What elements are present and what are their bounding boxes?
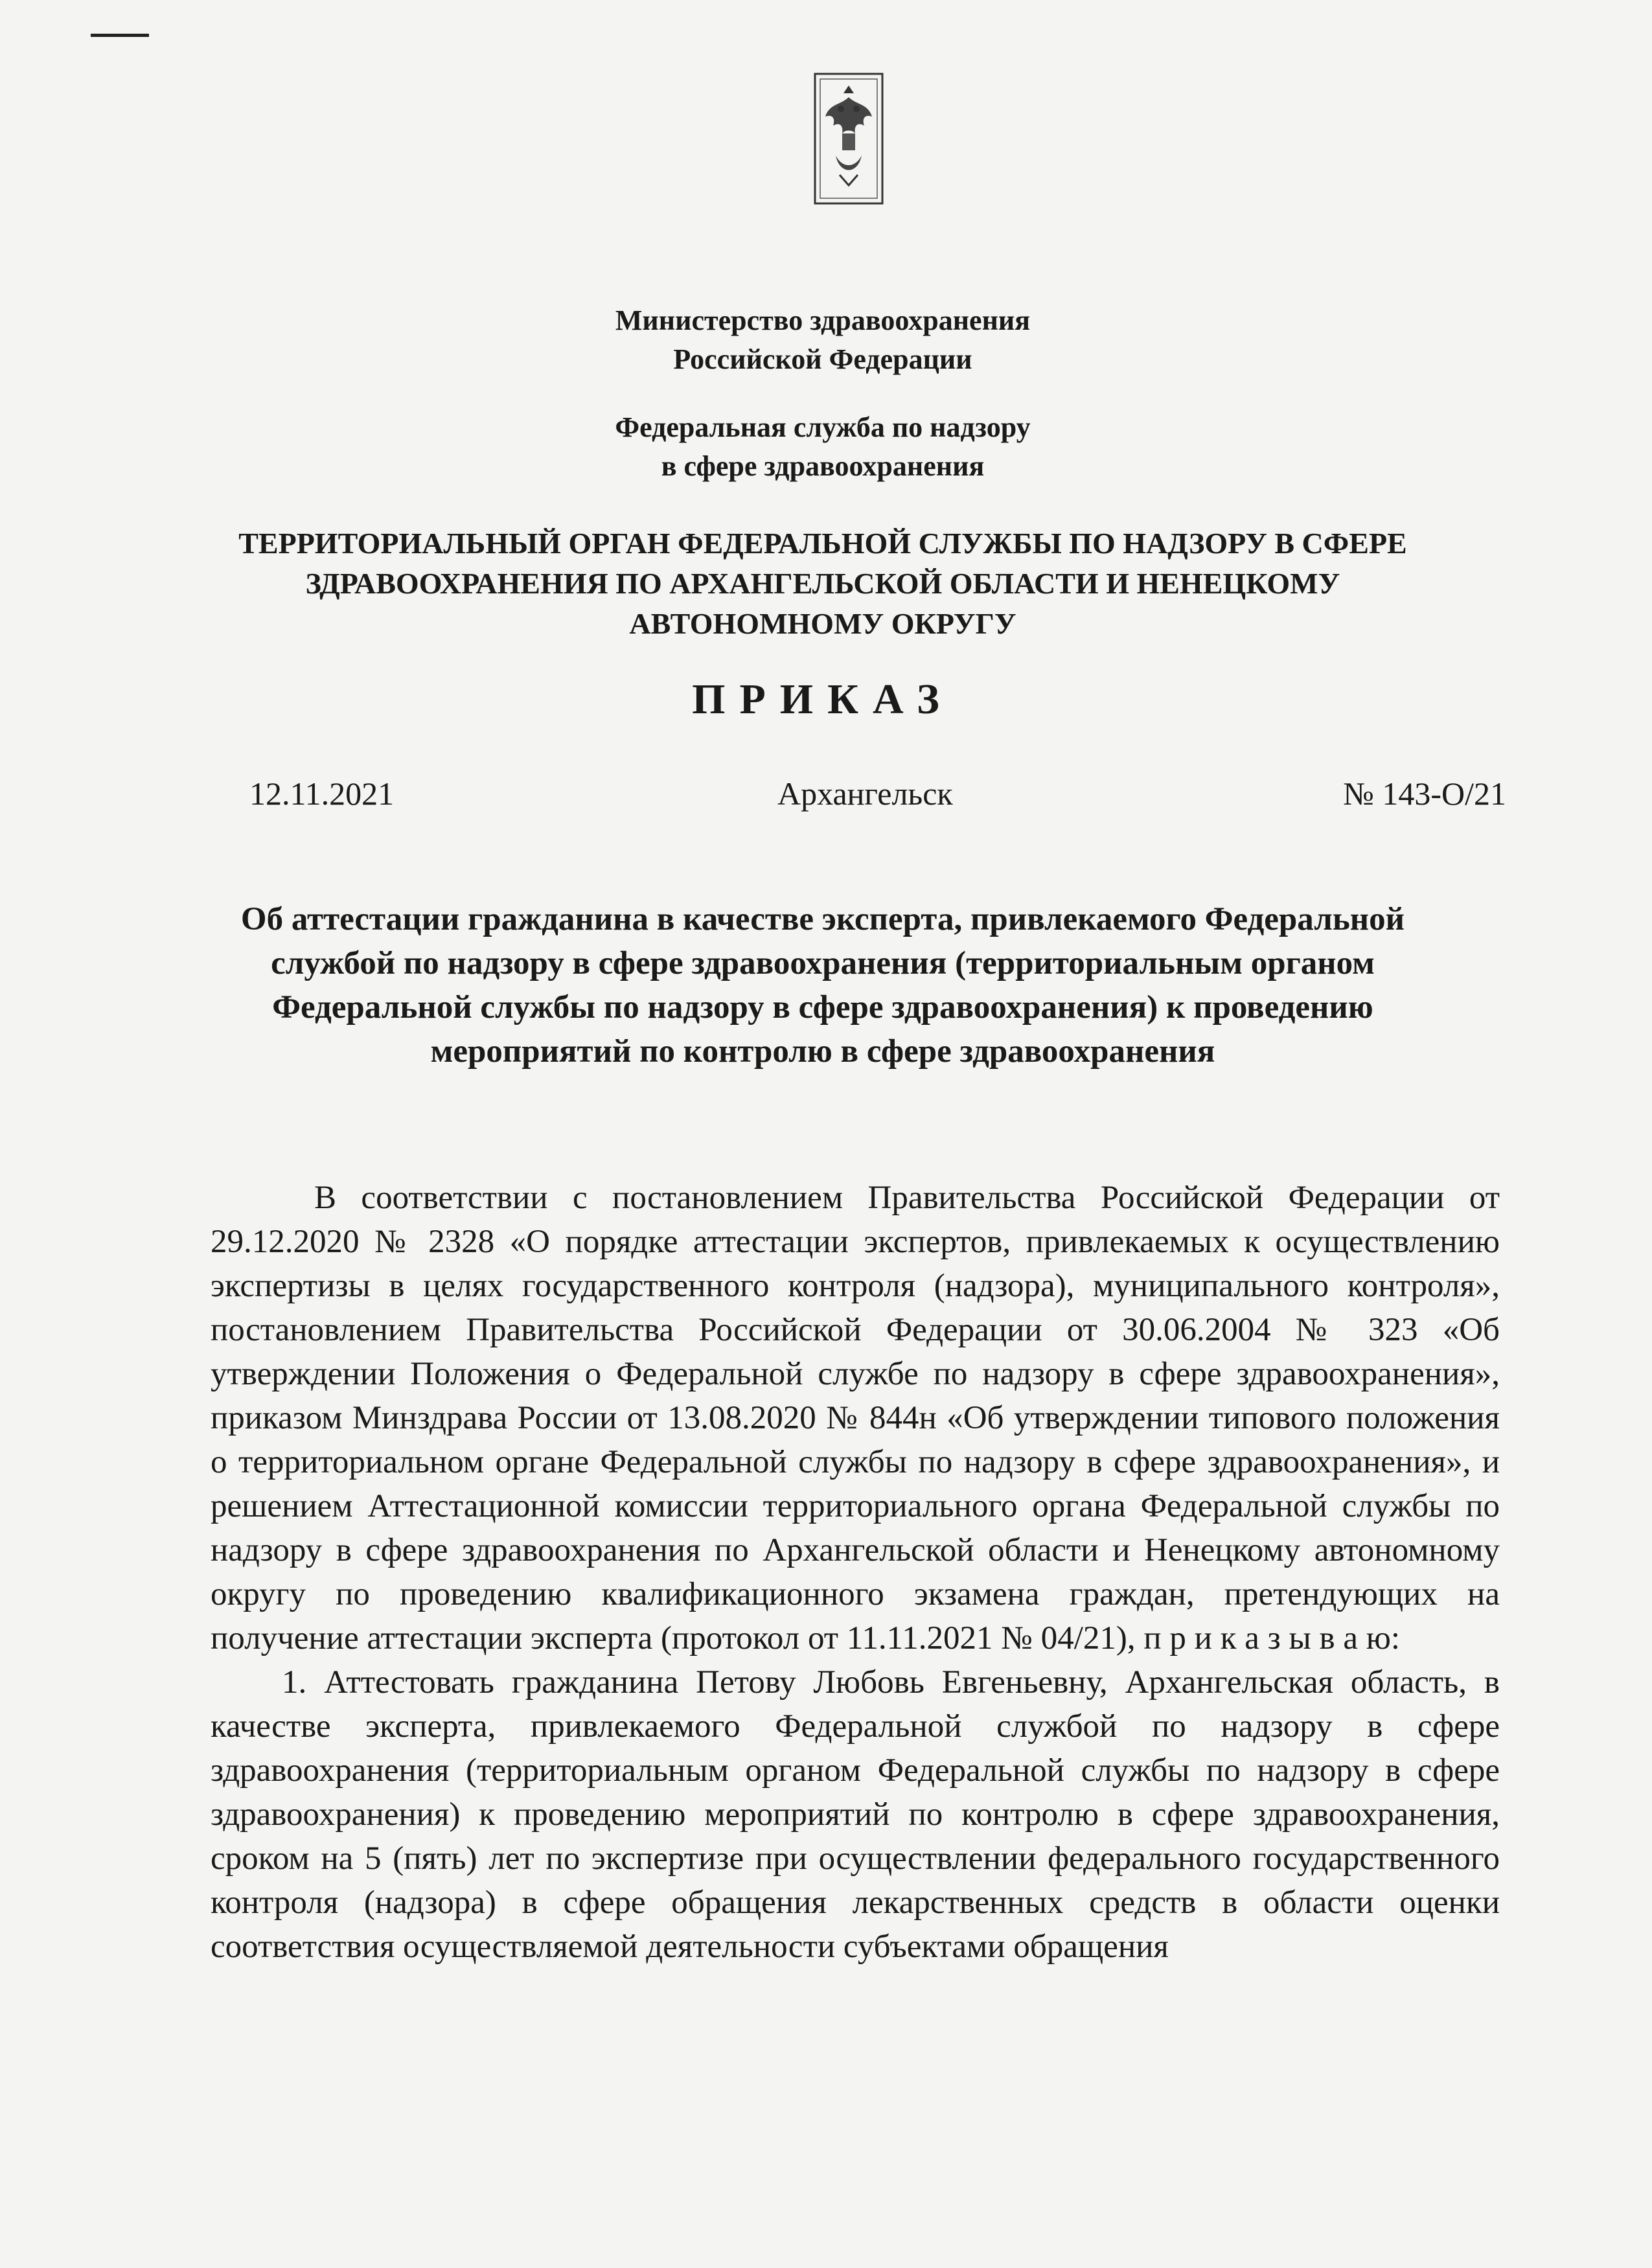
- ministry-line-1: Министерство здравоохранения: [615, 304, 1031, 336]
- preamble-paragraph: В соответствии с постановлением Правительства Российской Федерации от 29.12.2020 № 2328 «О порядке аттестации экспертов, привлекаемых к осуществлению экспертизы в целях государственного контроля (надзора), муниципального контроля», постановлением Правительства Российской Федерации от 30.06.2004 № 323 «Об утверждении Положения о Федеральной службе по надзору в сфере здравоохранения», приказом Минздрава России от 13.08.2020 № 844н «Об утверждении типового положения о территориальном органе Федеральной службы по надзору в сфере здравоохранения», и решением Аттестационной комиссии территориального органа Федеральной службы по надзору в сфере здравоохранения по Архангельской области и Ненецкому автономному округу по проведению квалификационного экзамена граждан, претендующих на получение аттестации эксперта (протокол от 11.11.2021 № 04/21), п р и к а з ы в а ю:: [211, 1180, 1500, 1656]
- service-line-1: Федеральная служба по надзору: [615, 411, 1031, 443]
- scan-mark: [91, 34, 149, 37]
- document-city: Архангельск: [777, 775, 953, 812]
- order-item-1: 1. Аттестовать гражданина Петову Любовь Евгеньевну, Архангельская область, в качестве эксперта, привлекаемого Федеральной службой по надзору в сфере здравоохранения (территориальным органом Федеральной службы по надзору в сфере здравоохранения) к проведению мероприятий по контролю в сфере здравоохранения, сроком на 5 (пять) лет по экспертизе при осуществлении федерального государственного контроля (надзора) в сфере обращения лекарственных средств в области оценки соответствия осуществляемой деятельности субъектами обращения: [211, 1664, 1500, 1965]
- document-date: 12.11.2021: [249, 775, 395, 812]
- document-meta-line: [249, 771, 1506, 816]
- service-line-2: в сфере здравоохранения: [661, 450, 985, 482]
- ministry-title: [214, 301, 1432, 379]
- document-subject: Об аттестации гражданина в качестве эксперта, привлекаемого Федеральной службой по надзору в сфере здравоохранения (территориальным органом Федеральной службы по надзору в сфере здравоохранения) к проведению мероприятий по контролю в сфере здравоохранения: [240, 901, 1405, 1070]
- service-title: [214, 408, 1432, 486]
- ministry-line-2: Российской Федерации: [673, 343, 972, 375]
- document-number: № 143-О/21: [1343, 775, 1506, 812]
- coat-of-arms-emblem: [803, 71, 894, 207]
- territorial-body-title: ТЕРРИТОРИАЛЬНЫЙ ОРГАН ФЕДЕРАЛЬНОЙ СЛУЖБЫ ПО НАДЗОРУ В СФЕРЕ ЗДРАВООХРАНЕНИЯ ПО АРХАНГЕЛЬСКОЙ ОБЛАСТИ И НЕНЕЦКОМУ АВТОНОМНОМУ ОКРУГУ: [238, 527, 1407, 640]
- document-body: [211, 1176, 1500, 1969]
- document-type: ПРИКАЗ: [692, 676, 954, 723]
